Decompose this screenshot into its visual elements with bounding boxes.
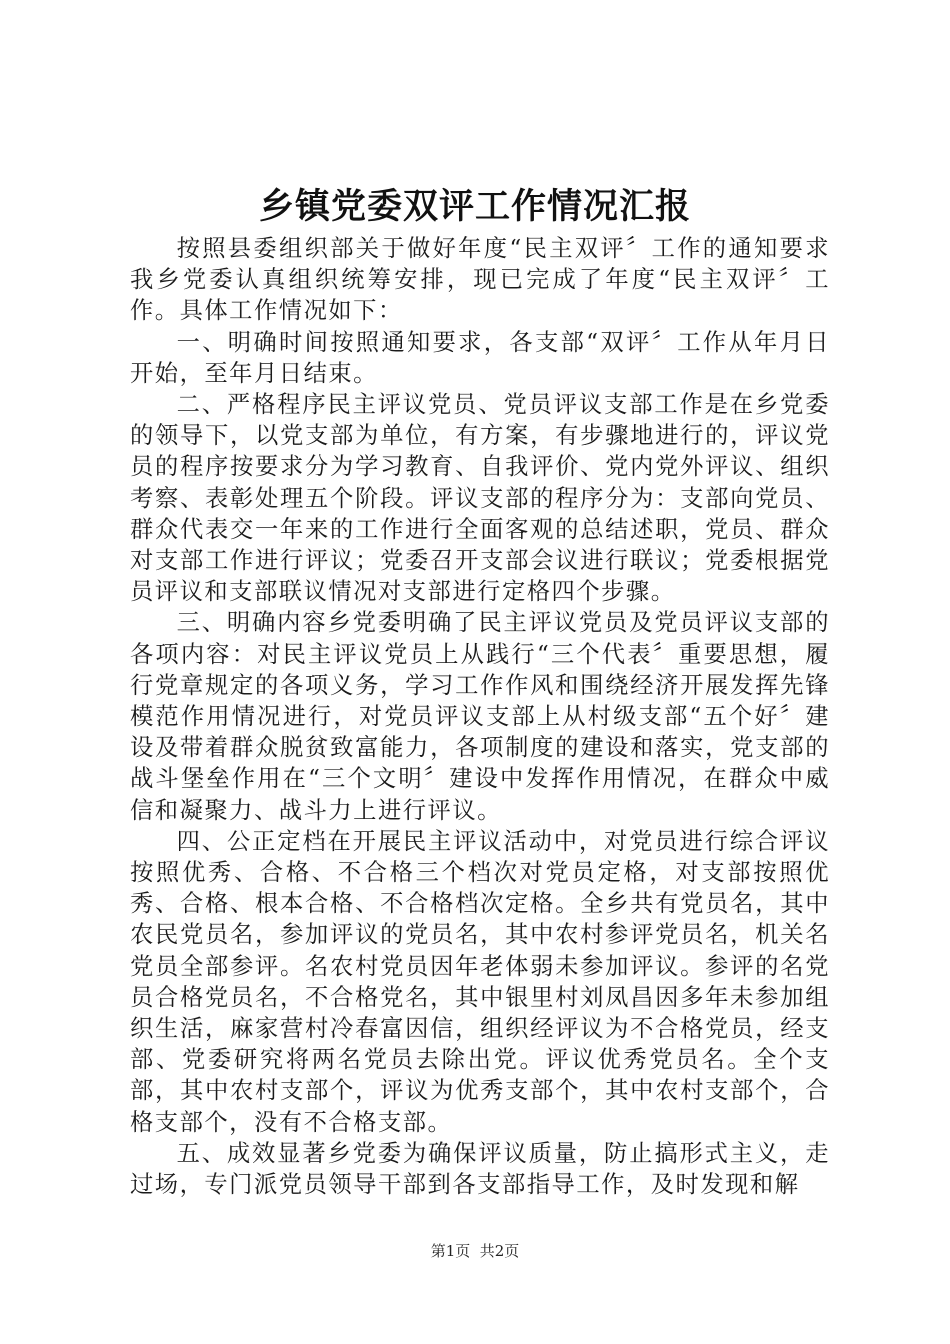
document-body bbox=[130, 233, 830, 1200]
paragraph-section-1: 一、明确时间按照通知要求，各支部“双评〞工作从年月日开始，至年月日结束。 bbox=[130, 328, 830, 387]
paragraph-intro: 按照县委组织部关于做好年度“民主双评〞工作的通知要求我乡党委认真组织统筹安排，现已完成了年度“民主双评〞工作。具体工作情况如下： bbox=[130, 235, 830, 325]
paragraph-section-2: 二、严格程序民主评议党员、党员评议支部工作是在乡党委的领导下，以党支部为单位，有方案，有步骤地进行的，评议党员的程序按要求分为学习教育、自我评价、党内党外评议、组织考察、表彰处理五个阶段。评议支部的程序分为：支部向党员、群众代表交一年来的工作进行全面客观的总结述职，党员、群众对支部工作进行评议；党委召开支部会议进行联议；党委根据党员评议和支部联议情况对支部进行定格四个步骤。 bbox=[130, 391, 830, 606]
paragraph-section-3: 三、明确内容乡党委明确了民主评议党员及党员评议支部的各项内容：对民主评议党员上从践行“三个代表〞重要思想，履行党章规定的各项义务，学习工作作风和围绕经济开展发挥先锋模范作用情况进行，对党员评议支部上从村级支部“五个好〞建设及带着群众脱贫致富能力，各项制度的建设和落实，党支部的战斗堡垒作用在“三个文明〞建设中发挥作用情况，在群众中威信和凝聚力、战斗力上进行评议。 bbox=[130, 609, 830, 824]
paragraph-section-4: 四、公正定档在开展民主评议活动中，对党员进行综合评议按照优秀、合格、不合格三个档次对党员定格，对支部按照优秀、合格、根本合格、不合格档次定格。全乡共有党员名，其中农民党员名，参加评议的党员名，其中农村参评党员名，机关名党员全部参评。名农村党员因年老体弱未参加评议。参评的名党员合格党员名，不合格党名，其中银里村刘凤昌因多年未参加组织生活，麻家营村冷春富因信，组织经评议为不合格党员，经支部、党委研究将两名党员去除出党。评议优秀党员名。全个支部，其中农村支部个，评议为优秀支部个，其中农村支部个，合格支部个，没有不合格支部。 bbox=[130, 827, 830, 1136]
document-title: 乡镇党委双评工作情况汇报 bbox=[258, 187, 691, 227]
page-footer: 第1页 共2页 bbox=[430, 1242, 520, 1260]
paragraph-section-5: 五、成效显著乡党委为确保评议质量，防止搞形式主义，走过场，专门派党员领导干部到各支部指导工作，及时发现和解 bbox=[130, 1139, 830, 1199]
